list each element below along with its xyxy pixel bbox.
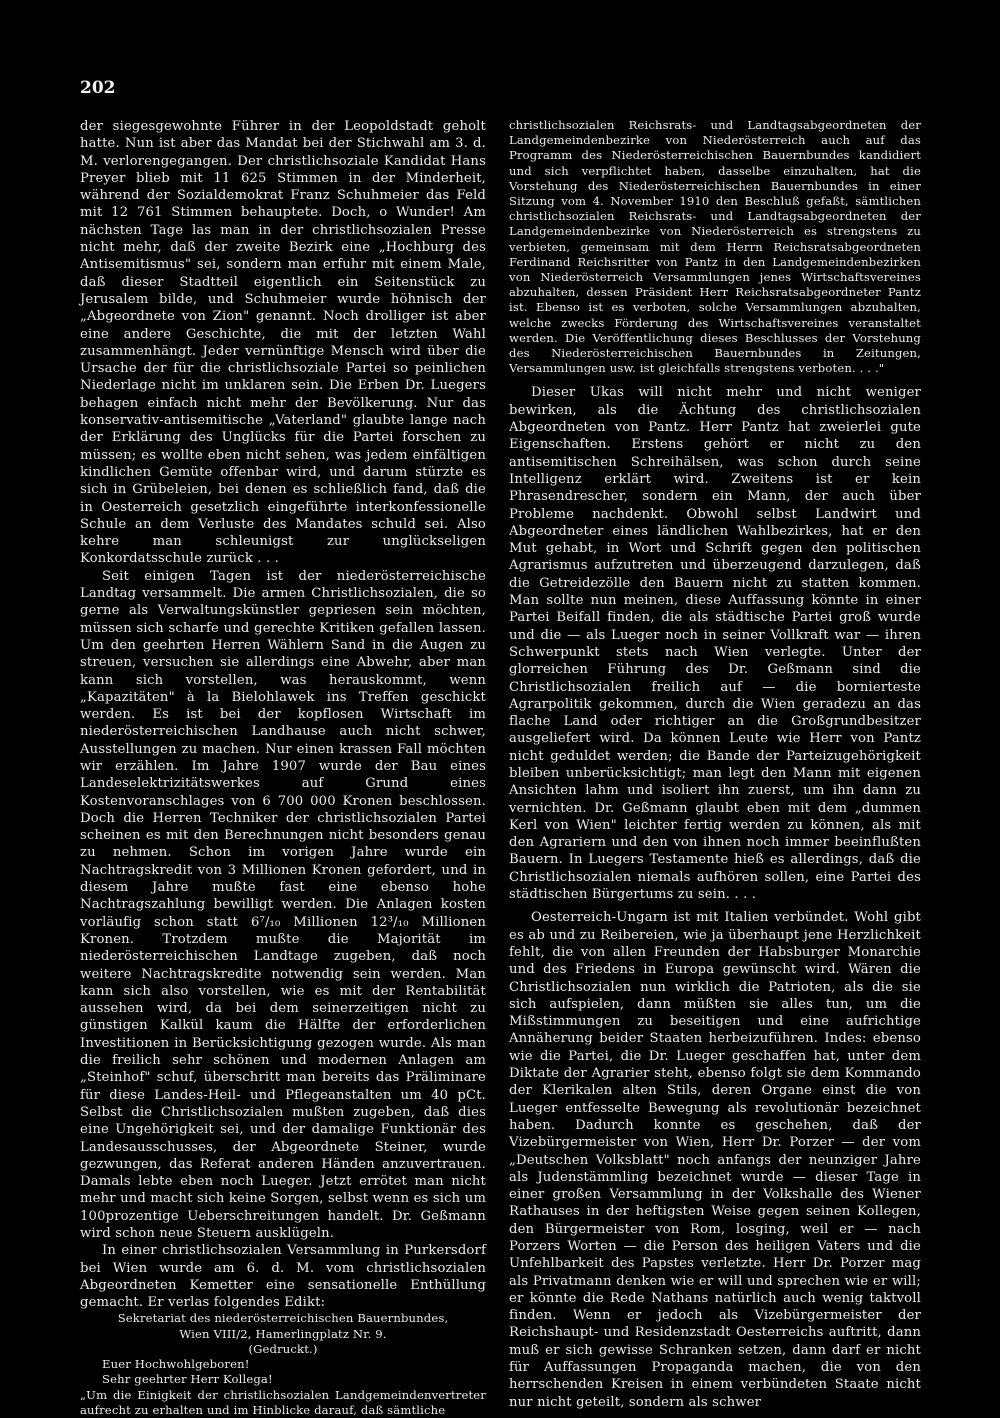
letter-salutation: Euer Hochwohlgeboren! [102, 1357, 250, 1372]
letter-head-line: (Gedruckt.) [248, 1341, 318, 1356]
edict-letter [80, 1311, 486, 1417]
paragraph: der siegesgewohnte Führer in der Leopoldstadt geholt hatte. Nun ist aber das Mandat bei der Stichwahl am 3. d. M. verlorengegangen. Der christlichsoziale Kandidat Hans Preyer blieb mit 11 625 Stimmen in der Minderheit, während der Sozialdemokrat Franz Schuhmeier das Feld mit 12 761 Stimmen behauptete. Doch, o Wunder! Am nächsten Tage las man in der christlichsozialen Presse nicht mehr, daß der zweite Bezirk eine „Hochburg des Antisemitismus" sei, sondern man erfuhr mit einem Male, daß dieser Stadtteil eigentlich ein Seitenstück zu Jerusalem bilde, und Schuhmeier wurde höhnisch der „Abgeordnete von Zion" genannt. Noch drolliger ist aber eine andere Geschichte, die mit der letzten Wahl zusammenhängt. Jeder vernünftige Mensch wird über die Ursache der für die christlichsoziale Partei so peinlichen Niederlage nicht im unklaren sein. Die Erben Dr. Luegers behagen einfach nicht mehr der Bevölkerung. Nur das konservativ-antisemitische „Vaterland" glaubte lange nach der Erklärung des Unglücks für die Partei forschen zu müssen; es wollte eben nicht sehen, was jedem einfältigen kindlichen Gemüte offenbar wird, und darum stürzte es sich in Grübeleien, bei denen es schließlich fand, daß die in Oesterreich gesetzlich eingeführte interkonfessionelle Schule an dem Verluste des Mandates schuld sei. Also kehre man schleunigst zur unglückseligen Konkordatsschule zurück . . . [80, 119, 486, 567]
letter-salutation: Sehr geehrter Herr Kollega! [102, 1372, 273, 1387]
letter-head-line: Sekretariat des niederösterreichischen Bauernbundes, [117, 1311, 449, 1326]
right-column [509, 118, 921, 1410]
letter-head-line: Wien VIII/2, Hamerlingplatz Nr. 9. [179, 1326, 387, 1341]
left-column [80, 118, 486, 1417]
page-number: 202 [80, 78, 116, 98]
paragraph: In einer christlichsozialen Versammlung in Purkersdorf bei Wien wurde am 6. d. M. vom christlichsozialen Abgeordneten Kemetter eine sensationelle Enthüllung gemacht. Er verlas folgendes Edikt: [80, 1243, 486, 1311]
paragraph: Oesterreich-Ungarn ist mit Italien verbündet. Wohl gibt es ab und zu Reibereien, wie ja überhaupt jene Herzlichkeit fehlt, die von allen Freunden der Habsburger Monarchie und des Friedens in Europa gewünscht wird. Wären die Christlichsozialen nun wirklich die Patrioten, als die sie sich aufspielen, dann müßten sie alles tun, um die Mißstimmungen zu beseitigen und eine aufrichtige Annäherung beider Staaten herbeizuführen. Indes: ebenso wie die Partei, die Dr. Lueger geschaffen hat, unter dem Diktate der Agrarier steht, ebenso folgt sie dem Kommando der Klerikalen alten Stils, deren Organe einst die von Lueger entfesselte Bewegung als revolutionär bezeichnet haben. Dadurch konnte es geschehen, daß der Vizebürgermeister von Wien, Herr Dr. Porzer — der vom „Deutschen Volksblatt" noch anfangs der neunziger Jahre als Judenstämmling bezeichnet wurde — dieser Tage in einer großen Versammlung in der Volkshalle des Wiener Rathauses in der heftigsten Weise gegen seinen Kollegen, den Bürgermeister von Rom, losging, weil er — nach Porzers Worten — die Person des heiligen Vaters und die Unfehlbarkeit des Papstes verletzte. Herr Dr. Porzer mag als Privatmann denken wie er will und sprechen wie er will; er könnte die Rede Nathans natürlich auch wenig taktvoll finden. Wenn er jedoch als Vizebürgermeister der Reichshaupt- und Residenzstadt Oesterreichs auftritt, dann muß er sich gewisse Schranken setzen, dann darf er nicht für Auffassungen Propaganda machen, die von den herrschenden Kreisen in einem verbündeten Staate nicht nur nicht geteilt, sondern als schwer [509, 910, 921, 1410]
paragraph: Dieser Ukas will nicht mehr und nicht weniger bewirken, als die Ächtung des christlichsozialen Abgeordneten von Pantz. Herr Pantz hat zweierlei gute Eigenschaften. Erstens gehört er nicht zu den antisemitischen Schreihälsen, was schon durch seine Intelligenz erklärt wird. Zweitens ist er kein Phrasendrescher, sondern ein Mann, der auch über Probleme nachdenkt. Obwohl selbst Landwirt und Abgeordneter eines ländlichen Wahlbezirkes, hat er den Mut gehabt, in Wort und Schrift gegen den politischen Agrarismus aufzutreten und überzeugend darzulegen, daß die Getreidezölle den Bauern nicht zu statten kommen. Man sollte nun meinen, diese Auffassung könnte in einer Partei Beifall finden, die als städtische Partei groß wurde und die — als Lueger noch in seiner Vollkraft war — ihren Schwerpunkt stets nach Wien verlegte. Unter der glorreichen Führung des Dr. Geßmann sind die Christlichsozialen freilich auf — die bornierteste Agrarpolitik gekommen, durch die Wien geradezu an das flache Land oder richtiger an die Großgrundbesitzer ausgeliefert wird. Da können Leute wie Herr von Pantz nicht geduldet werden; die Bande der Parteizugehörigkeit bleiben unberücksichtigt; man legt den Mann mit eigenen Ansichten lahm und isoliert ihn zuerst, um ihn dann zu vernichten. Dr. Geßmann glaubt eben mit dem „dummen Kerl von Wien" leichter fertig werden zu können, als mit den Agrariern und den von ihnen noch immer beeinflußten Bauern. In Luegers Testamente hieß es allerdings, daß die Christlichsozialen niemals aufhören sollen, eine Partei des städtischen Bürgertums zu sein. . . . [509, 385, 921, 903]
paragraph: Seit einigen Tagen ist der niederösterreichische Landtag versammelt. Die armen Christlichsozialen, die so gerne als Verwaltungskünstler gepriesen sein möchten, müssen sich scharfe und gerechte Kritiken gefallen lassen. Um den geehrten Herren Wählern Sand in die Augen zu streuen, versuchen sie allerdings eine Abwehr, aber man kann sich vorstellen, was herauskommt, wenn „Kapazitäten" à la Bielohlawek ins Treffen geschickt werden. Es ist bei der kopflosen Wirtschaft im niederösterreichischen Landhause auch nicht schwer, Ausstellungen zu machen. Nur einen krassen Fall möchten wir erzählen. Im Jahre 1907 wurde der Bau eines Landeselektrizitätswerkes auf Grund eines Kostenvoranschlages von 6 700 000 Kronen beschlossen. Doch die Herren Techniker der christlichsozialen Partei scheinen es mit den Berechnungen nicht besonders genau zu nehmen. Schon im vorigen Jahre wurde ein Nachtragskredit von 3 Millionen Kronen gefordert, und in diesem Jahre mußte fast eine ebenso hohe Nachtragszahlung bewilligt werden. Die Anlagen kosten vorläufig schon statt 6⁷/₁₀ Millionen 12³/₁₀ Millionen Kronen. Trotzdem mußte die Majorität im niederösterreichischen Landtage zugeben, daß noch weitere Nachtragskredite notwendig sein werden. Man kann sich also vorstellen, wie es mit der Rentabilität aussehen wird, da bei dem seinerzeitigen nicht zu günstigen Kalkül kaum die Hälfte der erforderlichen Investitionen in Berücksichtigung gezogen wurde. Als man die freilich sehr schönen und modernen Anlagen am „Steinhof" schuf, überschritt man bereits das Präliminare für diese Landes-Heil- und Pflegeanstalten um 40 pCt. Selbst die Christlichsozialen mußten zugeben, daß dies eine Ungehörigkeit sei, und der damalige Funktionär des Landesausschusses, der Abgeordnete Steiner, wurde gezwungen, das Referat anderen Händen anzuvertrauen. Damals lebte eben noch Lueger. Jetzt errötet man nicht mehr und macht sich keine Sorgen, selbst wenn es sich um 100prozentige Ueberschreitungen handelt. Dr. Geßmann wird schon neue Steuern ausklügeln. [80, 568, 486, 1241]
letter-body: „Um die Einigkeit der christlichsozialen Landgemeindenvertreter aufrecht zu erhalten und im Hinblicke darauf, daß sämtliche [80, 1387, 486, 1417]
letter-body-continued: christlichsozialen Reichsrats- und Landtagsabgeordneten der Landgemeindenbezirke von Niederösterreich auch auf das Programm des Niederösterreichischen Bauernbundes kandidiert und sich verpflichtet haben, dasselbe einzuhalten, hat die Vorstehung des Niederösterreichischen Bauernbundes in einer Sitzung vom 4. November 1910 den Beschluß gefaßt, sämtlichen christlichsozialen Reichsrats- und Landtagsabgeordneten der Landgemeindenbezirke von Niederösterreich es strengstens zu verbieten, gemeinsam mit dem Herrn Reichsratsabgeordneten Ferdinand Reichsritter von Pantz in den Landgemeindenbezirken von Niederösterreich Versammlungen jenes Wirtschaftsvereines abzuhalten, dessen Präsident Herr Reichsratsabgeordneter Pantz ist. Ebenso ist es verboten, solche Versammlungen abzuhalten, welche zwecks Förderung des Wirtschaftsvereines veranstaltet werden. Die Veröffentlichung dieses Beschlusses der Vorstehung des Niederösterreichischen Bauernbundes in Zeitungen, Versammlungen usw. ist gleichfalls strengstens verboten. . . ." [509, 118, 921, 376]
